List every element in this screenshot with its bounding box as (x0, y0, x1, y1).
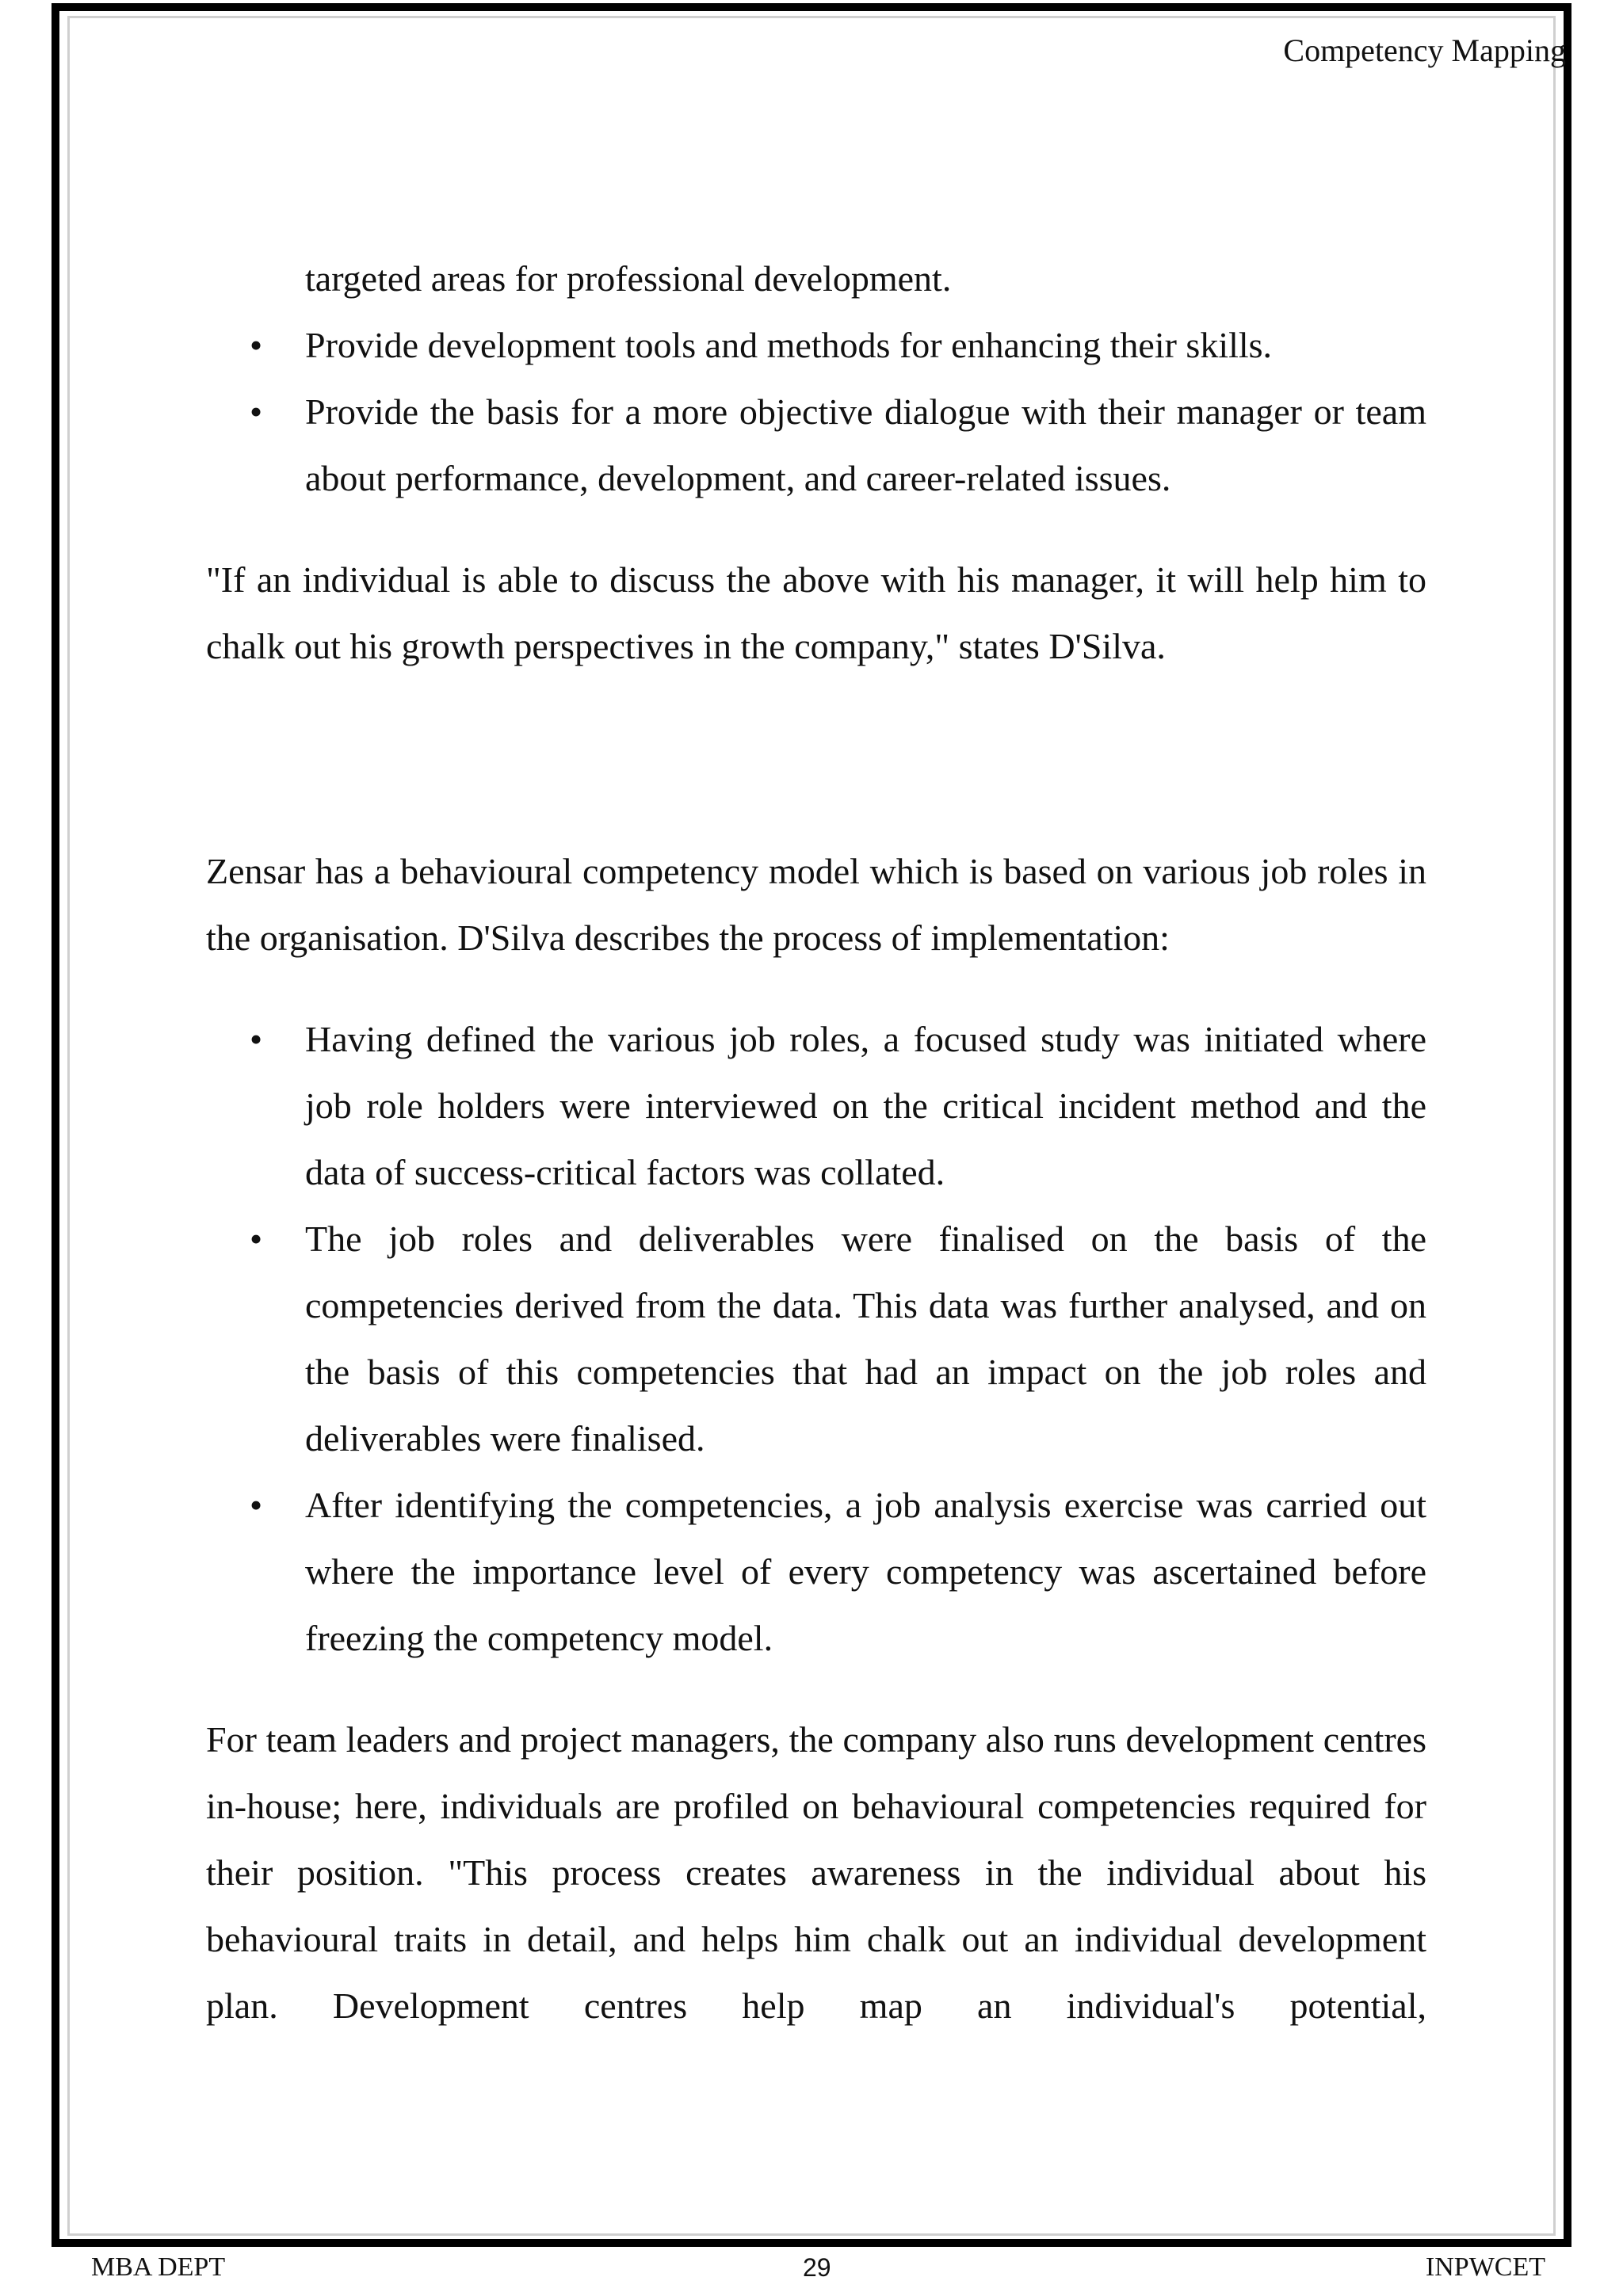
team-leaders-paragraph: For team leaders and project managers, the company also runs development centres in-house; here, individuals are profiled on behavioural competencies required for their position. "This process creates awareness in the individual about his behavioural traits in detail, and helps him chalk out an individual development plan. Development centres help map an individual's potential, (206, 1719, 1426, 2026)
list-item (206, 1472, 1426, 1672)
quote-paragraph: "If an individual is able to discuss the above with his manager, it will help him to chalk out his growth perspectives in the company," states D'Silva. (206, 559, 1426, 666)
list-item-text: Having defined the various job roles, a focused study was initiated where job role holders were interviewed on the critical incident method and the data of success-critical factors was collated. (305, 1019, 1426, 1192)
list-item (206, 312, 1426, 379)
list-item-text: After identifying the competencies, a job analysis exercise was carried out where the importance level of every competency was ascertained before freezing the competency model. (305, 1485, 1426, 1658)
list-continuation-line: targeted areas for professional development. (305, 258, 952, 299)
footer-page-number: 29 (803, 2253, 831, 2282)
list-item-text: Provide the basis for a more objective dialogue with their manager or team about performance, development, and career-related issues. (305, 391, 1426, 498)
list-item-text: Provide development tools and methods for enhancing their skills. (305, 325, 1273, 365)
document-body (206, 246, 1426, 2039)
list-item-text: The job roles and deliverables were finalised on the basis of the competencies derived from the data. This data was further analysed, and on the basis of this competencies that had an impact on the job roles and deliverables were finalised. (305, 1219, 1426, 1459)
list-item (206, 1206, 1426, 1472)
list-item (206, 379, 1426, 512)
footer-department: MBA DEPT (91, 2252, 226, 2282)
bullet-list-implementation (206, 1006, 1426, 1672)
bullet-list-development (206, 312, 1426, 512)
list-item (206, 1006, 1426, 1206)
bullet-icon: • (250, 1019, 263, 1059)
running-header-title: Competency Mapping (1283, 32, 1566, 68)
bullet-icon: • (250, 1219, 263, 1259)
bullet-icon: • (250, 391, 263, 432)
bullet-icon: • (250, 325, 263, 365)
zensar-paragraph: Zensar has a behavioural competency model which is based on various job roles in the organisation. D'Silva describes the process of implementation: (206, 851, 1426, 958)
bullet-icon: • (250, 1485, 263, 1525)
footer-institution: INPWCET (1425, 2252, 1545, 2282)
